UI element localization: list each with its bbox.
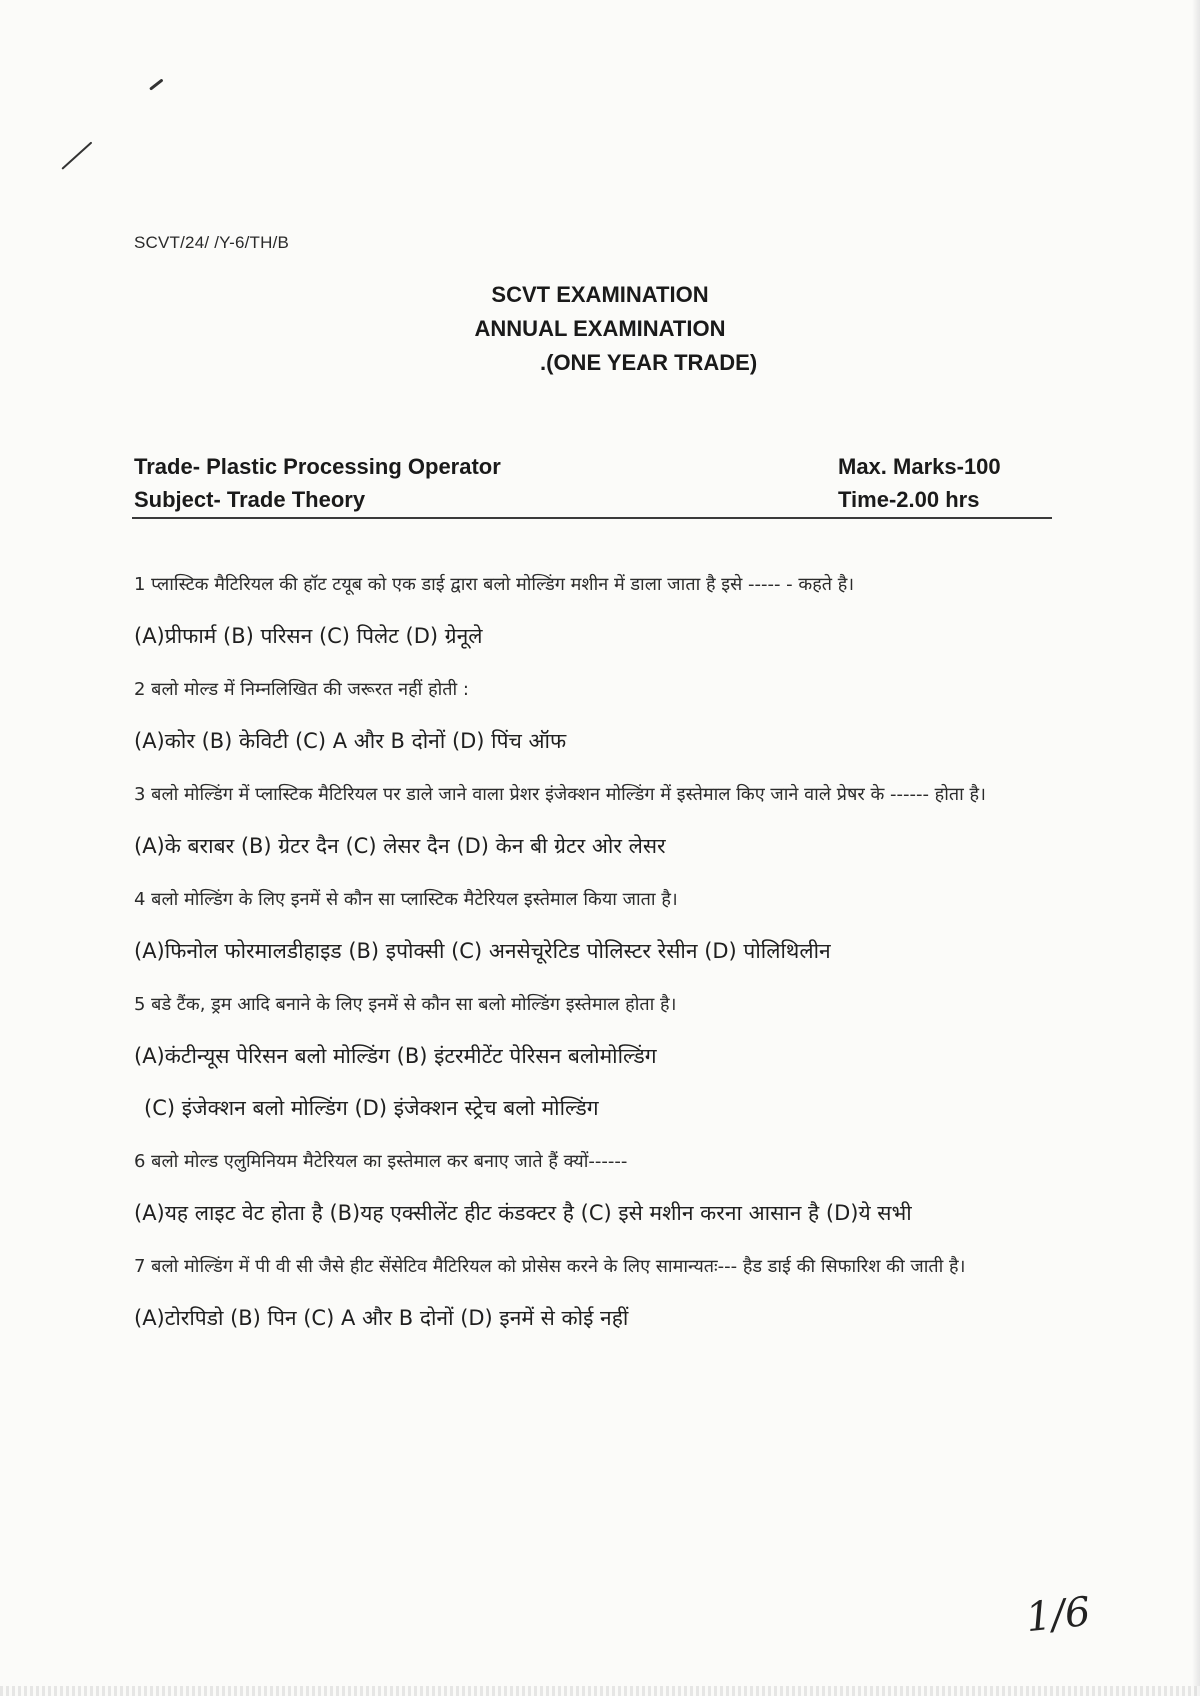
- question-5-options-ab: (A)कंटीन्यूस पेरिसन बलो मोल्डिंग (B) इंटरमीटेंट पेरिसन बलोमोल्डिंग: [134, 1044, 657, 1068]
- question-3: 3 बलो मोल्डिंग में प्लास्टिक मैटिरियल पर डाले जाने वाला प्रेशर इंजेक्शन मोल्डिंग में इस्तेमाल किए जाने वाले प्रेषर के ------ होता है।: [134, 784, 986, 805]
- question-3-options: (A)के बराबर (B) ग्रेटर दैन (C) लेसर दैन (D) केन बी ग्रेटर ओर लेसर: [134, 834, 666, 858]
- question-2-options: (A)कोर (B) केविटी (C) A और B दोनों (D) पिंच ऑफ: [134, 729, 567, 753]
- question-list: [134, 568, 1054, 1355]
- header-divider: [132, 517, 1052, 519]
- max-marks: Max. Marks-100: [838, 454, 1001, 479]
- time-limit: Time-2.00 hrs: [838, 487, 980, 512]
- scan-edge: [1192, 0, 1200, 1696]
- trade-label: Trade- Plastic Processing Operator: [134, 454, 501, 479]
- page-number: 1/6: [1023, 1588, 1093, 1642]
- question-4-options: (A)फिनोल फोरमालडीहाइड (B) इपोक्सी (C) अनसेचूरेटिड पोलिस्टर रेसीन (D) पोलिथिलीन: [134, 939, 831, 963]
- question-5: 5 बडे टैंक, ड्रम आदि बनाने के लिए इनमें से कौन सा बलो मोल्डिंग इस्तेमाल होता है।: [134, 994, 677, 1015]
- question-5-options-cd: (C) इंजेक्शन बलो मोल्डिंग (D) इंजेक्शन स्ट्रेच बलो मोल्डिंग: [144, 1096, 599, 1120]
- question-1-options: (A)प्रीफार्म (B) परिसन (C) पिलेट (D) ग्रेनूले: [134, 624, 483, 648]
- trade-subject-block: [134, 450, 501, 516]
- pen-mark: [61, 141, 92, 169]
- subject-label: Subject- Trade Theory: [134, 487, 366, 512]
- question-6: 6 बलो मोल्ड एलुमिनियम मैटेरियल का इस्तेमाल कर बनाए जाते हैं क्यों------: [134, 1151, 628, 1172]
- exam-type: .(ONE YEAR TRADE): [540, 350, 758, 375]
- question-2: 2 बलो मोल्ड में निम्नलिखित की जरूरत नहीं होती :: [134, 679, 469, 700]
- marks-time-block: [838, 450, 1001, 516]
- question-1: 1 प्लास्टिक मैटिरियल की हॉट टयूब को एक डाई द्वारा बलो मोल्डिंग मशीन में डाला जाता है इसे ----- - कहते है।: [134, 574, 855, 595]
- question-6-options: (A)यह लाइट वेट होता है (B)यह एक्सीलेंट हीट कंडक्टर है (C) इसे मशीन करना आसान है (D)ये सभी: [134, 1201, 912, 1225]
- exam-title: SCVT EXAMINATION: [491, 282, 709, 307]
- question-7: 7 बलो मोल्डिंग में पी वी सी जैसे हीट सेंसेटिव मैटिरियल को प्रोसेस करने के लिए सामान्यतः--- हैड डाई की सिफारिश की जाती है।: [134, 1256, 966, 1277]
- question-4: 4 बलो मोल्डिंग के लिए इनमें से कौन सा प्लास्टिक मैटेरियल इस्तेमाल किया जाता है।: [134, 889, 678, 910]
- exam-subtitle: ANNUAL EXAMINATION: [474, 316, 726, 341]
- question-7-options: (A)टोरपिडो (B) पिन (C) A और B दोनों (D) इनमें से कोई नहीं: [134, 1306, 629, 1330]
- pen-mark: [149, 78, 163, 90]
- scan-edge-bottom: [0, 1686, 1200, 1696]
- paper-code: SCVT/24/ /Y-6/TH/B: [134, 233, 290, 252]
